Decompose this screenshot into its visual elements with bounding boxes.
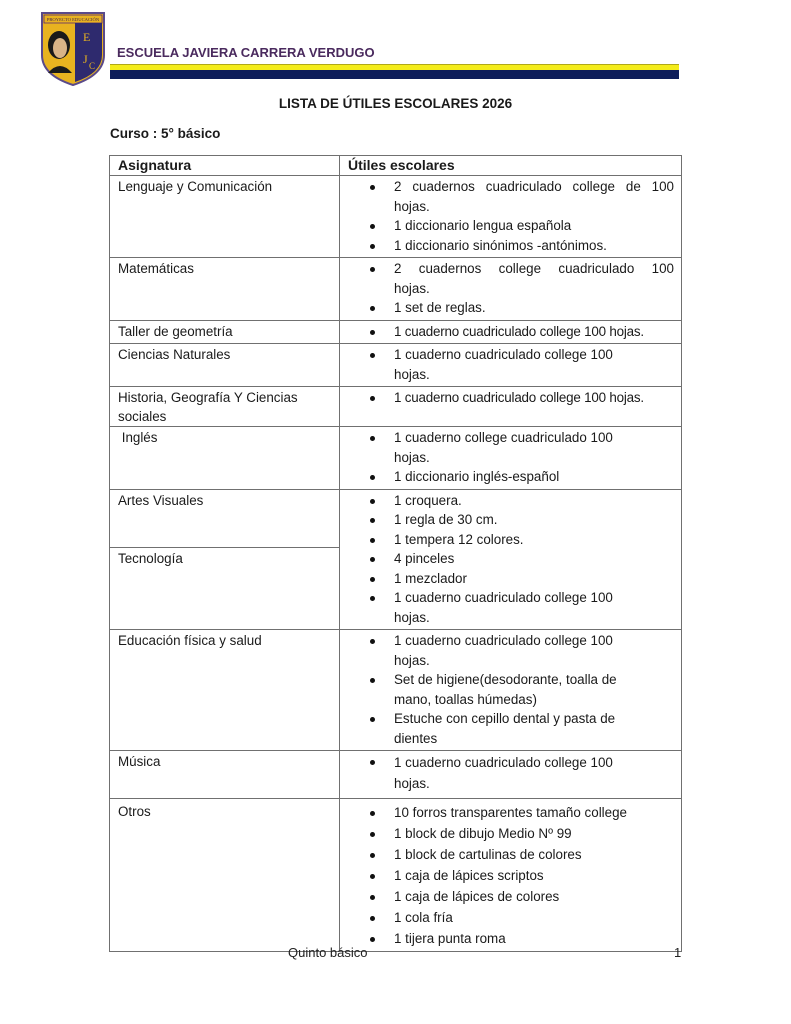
table-row <box>110 751 682 799</box>
table-row <box>110 630 682 751</box>
list-item <box>340 588 674 627</box>
list-item <box>340 530 674 550</box>
item-text: 1 diccionario inglés-español <box>394 469 560 484</box>
list-item <box>340 216 674 236</box>
bullet-icon <box>370 267 375 272</box>
list-item <box>340 549 674 569</box>
subject-cell: Historia, Geografía Y Ciencias sociales <box>110 387 340 427</box>
item-text: 1 tempera 12 colores. <box>394 531 524 547</box>
item-text: 1 cuaderno college cuadriculado 100 hojas. <box>394 430 613 465</box>
item-text: Estuche con cepillo dental y pasta de dientes <box>394 711 616 746</box>
subject-cell: Música <box>110 751 340 799</box>
list-item <box>340 388 674 408</box>
item-text: 4 pinceles <box>394 551 455 566</box>
bullet-icon <box>370 577 375 582</box>
subject-cell: Otros <box>110 799 340 952</box>
subject-cell: Tecnología <box>110 547 340 630</box>
list-item <box>340 510 674 530</box>
list-item <box>340 298 674 318</box>
bullet-icon <box>370 436 375 441</box>
page-number: 1 <box>674 945 682 960</box>
bullet-icon <box>370 518 375 523</box>
svg-text:J: J <box>83 52 88 66</box>
table-row <box>110 489 682 547</box>
item-text: 2 cuadernos cuadriculado college de 100 hojas. <box>394 179 674 214</box>
items-cell <box>340 489 682 630</box>
bullet-icon <box>370 499 375 504</box>
bullet-icon <box>370 244 375 249</box>
item-text: 1 cuaderno cuadriculado college 100 hojas. <box>394 590 613 625</box>
items-cell <box>340 427 682 490</box>
bullet-icon <box>370 853 375 858</box>
subject-cell: Ciencias Naturales <box>110 344 340 387</box>
list-item <box>340 259 674 298</box>
bullet-icon <box>370 639 375 644</box>
header-subject: Asignatura <box>110 156 340 176</box>
list-item <box>340 823 674 844</box>
list-item <box>340 467 674 487</box>
item-text: 2 cuadernos college cuadriculado 100 hojas. <box>394 261 674 296</box>
list-item <box>340 569 674 589</box>
item-text: 1 caja de lápices scriptos <box>394 868 544 883</box>
subject-cell: Inglés <box>110 427 340 490</box>
item-text: 10 forros transparentes tamaño college <box>394 805 627 820</box>
item-text: 1 croquera. <box>394 492 462 508</box>
bullet-icon <box>370 475 375 480</box>
document-title <box>0 96 791 111</box>
table-row <box>110 387 682 427</box>
item-text: 1 cuaderno cuadriculado college 100 hojas. <box>394 633 613 668</box>
items-cell <box>340 799 682 952</box>
list-item <box>340 844 674 865</box>
item-text: 1 cola fría <box>394 910 453 925</box>
items-cell <box>340 751 682 799</box>
table-row <box>110 799 682 952</box>
item-text: 1 caja de lápices de colores <box>394 889 560 904</box>
item-text: 1 diccionario sinónimos -antónimos. <box>394 237 607 253</box>
items-cell <box>340 344 682 387</box>
table-row <box>110 176 682 258</box>
list-item <box>340 670 674 709</box>
list-item <box>340 177 674 216</box>
bullet-icon <box>370 760 375 765</box>
item-text: 1 tijera punta roma <box>394 931 506 946</box>
item-text: 1 mezclador <box>394 570 467 586</box>
bullet-icon <box>370 678 375 683</box>
list-item <box>340 865 674 886</box>
items-cell <box>340 630 682 751</box>
items-cell <box>340 176 682 258</box>
svg-text:PROYECTO EDUCACIÓN: PROYECTO EDUCACIÓN <box>46 17 100 22</box>
bullet-icon <box>370 895 375 900</box>
table-row <box>110 427 682 490</box>
list-item <box>340 491 674 511</box>
school-name: ESCUELA JAVIERA CARRERA VERDUGO <box>117 45 375 60</box>
bullet-icon <box>370 874 375 879</box>
table-row <box>110 344 682 387</box>
bullet-icon <box>370 937 375 942</box>
bullet-icon <box>370 596 375 601</box>
list-item <box>340 709 674 748</box>
bullet-icon <box>370 832 375 837</box>
list-item <box>340 322 674 342</box>
bullet-icon <box>370 811 375 816</box>
document-title-text: LISTA DE ÚTILES ESCOLARES 2026 <box>278 96 513 111</box>
list-item <box>340 752 674 794</box>
bullet-icon <box>370 916 375 921</box>
item-text: 1 regla de 30 cm. <box>394 512 498 527</box>
list-item <box>340 631 674 670</box>
list-item <box>340 886 674 907</box>
subject-cell: Taller de geometría <box>110 320 340 344</box>
school-crest-logo <box>40 11 106 87</box>
subject-cell: Educación física y salud <box>110 630 340 751</box>
bullet-icon <box>370 306 375 311</box>
bullet-icon <box>370 224 375 229</box>
svg-text:C: C <box>89 61 96 71</box>
item-text: 1 diccionario lengua española <box>394 218 572 233</box>
item-text: Set de higiene(desodorante, toalla de mano, toallas húmedas) <box>394 672 617 707</box>
svg-text:E: E <box>83 30 91 44</box>
header-band-navy <box>110 70 679 79</box>
list-item <box>340 928 674 949</box>
list-item <box>340 236 674 256</box>
list-item <box>340 428 674 467</box>
bullet-icon <box>370 185 375 190</box>
bullet-icon <box>370 717 375 722</box>
item-text: 1 cuaderno cuadriculado college 100 hojas. <box>394 755 613 791</box>
table-row <box>110 320 682 344</box>
bullet-icon <box>370 396 375 401</box>
subject-cell: Matemáticas <box>110 258 340 321</box>
subject-cell: Artes Visuales <box>110 489 340 547</box>
item-text: 1 block de cartulinas de colores <box>394 847 582 862</box>
course-label: Curso : 5° básico <box>110 126 221 141</box>
item-text: 1 block de dibujo Medio Nº 99 <box>394 826 572 841</box>
items-cell <box>340 387 682 427</box>
table-row <box>110 258 682 321</box>
bullet-icon <box>370 538 375 543</box>
supplies-table <box>109 155 682 952</box>
list-item <box>340 345 674 384</box>
item-text: 1 cuaderno cuadriculado college 100 hojas. <box>394 347 613 382</box>
header-supplies: Útiles escolares <box>340 156 682 176</box>
items-cell <box>340 258 682 321</box>
table-header-row <box>110 156 682 176</box>
bullet-icon <box>370 330 375 335</box>
bullet-icon <box>370 353 375 358</box>
subject-cell: Lenguaje y Comunicación <box>110 176 340 258</box>
item-text: 1 cuaderno cuadriculado college 100 hojas. <box>394 390 644 405</box>
item-text: 1 cuaderno cuadriculado college 100 hojas. <box>394 323 644 339</box>
footer-course-label: Quinto básico <box>288 945 368 960</box>
list-item <box>340 802 674 823</box>
list-item <box>340 907 674 928</box>
items-cell <box>340 320 682 344</box>
item-text: 1 set de reglas. <box>394 300 486 315</box>
bullet-icon <box>370 557 375 562</box>
